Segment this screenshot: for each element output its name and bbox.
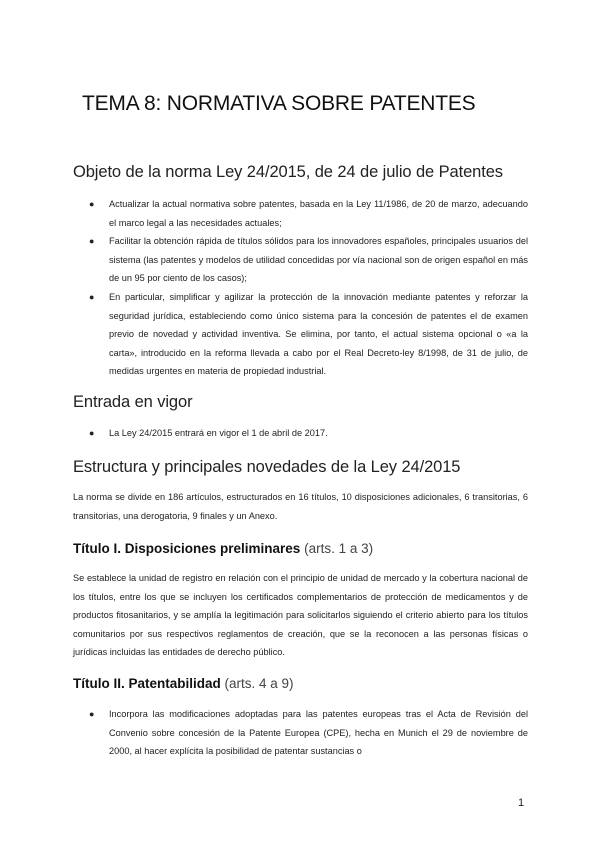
list-item-text: Incorpora las modificaciones adoptadas para las patentes europeas tras el Acta de Revisión del Convenio sobre concesión de la Patente Europea (CPE), hecha en Munich el 29 de noviembre de 2000, al hacer explícita la posibilidad de patentar sustancias o xyxy=(109,709,528,757)
titulo-2-arts: (arts. 4 a 9) xyxy=(224,676,294,691)
list-item-text: Actualizar la actual normativa sobre patentes, basada en la Ley 11/1986, de 20 de marzo, adecuando el marco legal a las necesidades actuales; xyxy=(109,199,528,228)
bullet-icon: ● xyxy=(89,199,95,209)
entrada-bullet-list xyxy=(73,424,528,443)
list-item xyxy=(73,195,528,232)
list-item xyxy=(73,232,528,288)
objeto-bullet-list xyxy=(73,195,528,381)
page-title: TEMA 8: NORMATIVA SOBRE PATENTES xyxy=(82,92,476,115)
list-item-text: En particular, simplificar y agilizar la protección de la innovación mediante patentes y reforzar la seguridad jurídica, estableciendo como único sistema para la concesión de patentes el de examen previo de novedad y actividad inventiva. Se elimina, por tanto, el actual sistema opcional o «a la carta», introducido en la reforma llevada a cabo por el Real Decreto-ley 8/1998, de 31 de julio, de medidas urgentes en materia de propiedad industrial. xyxy=(109,291,528,377)
section-heading-estructura: Estructura y principales novedades de la Ley 24/2015 xyxy=(73,458,461,476)
page-number: 1 xyxy=(518,797,525,809)
list-item xyxy=(73,705,528,761)
titulo-1-heading xyxy=(73,541,373,556)
list-item-text: La Ley 24/2015 entrará en vigor el 1 de abril de 2017. xyxy=(109,428,328,438)
titulo-2-heading-text: Título II. Patentabilidad xyxy=(73,676,221,691)
list-item xyxy=(73,288,528,381)
section-heading-objeto: Objeto de la norma Ley 24/2015, de 24 de julio de Patentes xyxy=(73,163,503,181)
titulo-1-heading-text: Título I. Disposiciones preliminares xyxy=(73,541,301,556)
bullet-icon: ● xyxy=(89,428,95,438)
list-item-text: Facilitar la obtención rápida de títulos sólidos para los innovadores españoles, principales usuarios del sistema (las patentes y modelos de utilidad concedidas por vía nacional son de origen español en más de un 95 por ciento de los casos); xyxy=(109,236,528,284)
titulo-2-heading xyxy=(73,676,294,691)
section-heading-entrada: Entrada en vigor xyxy=(73,393,193,411)
titulo-1-arts: (arts. 1 a 3) xyxy=(304,541,374,556)
list-item xyxy=(73,424,528,443)
titulo-2-bullet-list xyxy=(73,705,528,761)
bullet-icon: ● xyxy=(89,709,95,719)
bullet-icon: ● xyxy=(89,291,95,302)
estructura-paragraph: La norma se divide en 186 artículos, estructurados en 16 títulos, 10 disposiciones adicionales, 6 transitorias, 6 transitorias, una derogatoria, 9 finales y un Anexo. xyxy=(73,492,528,521)
titulo-1-paragraph: Se establece la unidad de registro en relación con el principio de unidad de mercado y la cobertura nacional de los títulos, entre los que se incluyen los certificados complementarios de protección de medicamentos y de productos fitosanitarios, y se amplía la legitimación para solicitarlos siguiendo el criterio abierto para los títulos comunitarios por sus respectivos reglamentos de creación, que se la reconocen a las personas físicas o jurídicas incluidas las entidades de derecho público. xyxy=(73,573,528,658)
bullet-icon: ● xyxy=(89,236,95,247)
